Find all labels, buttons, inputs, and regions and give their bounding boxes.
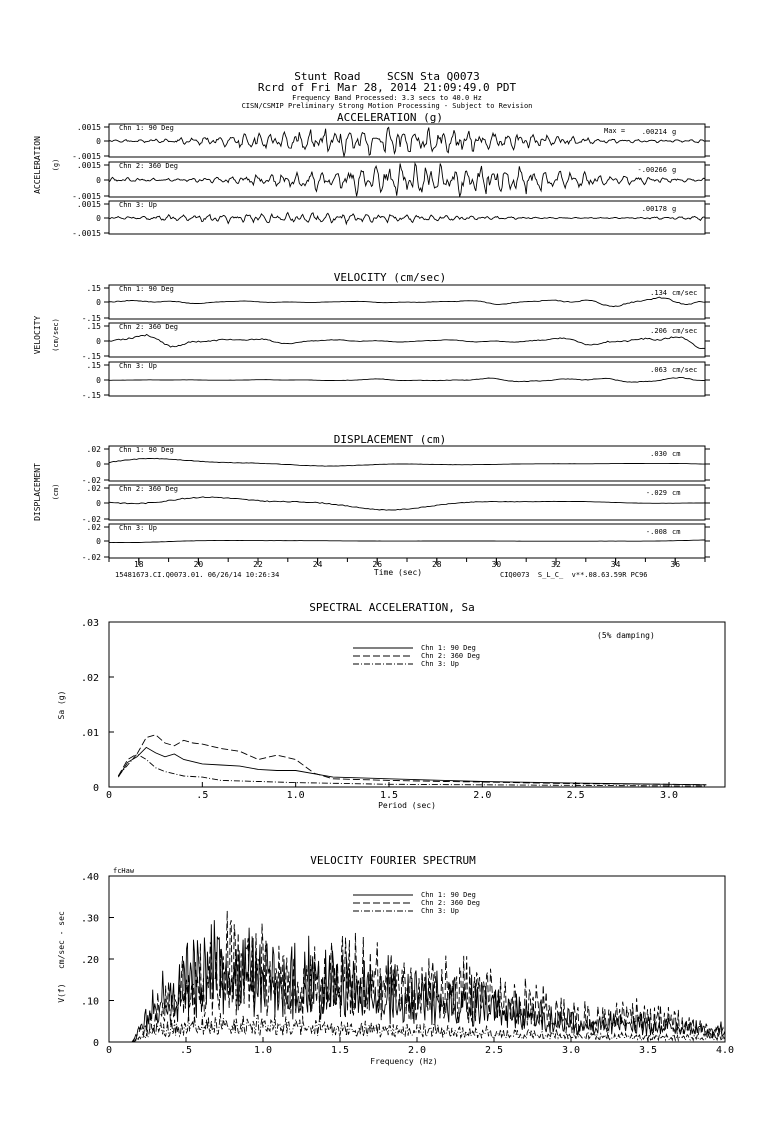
fourier-ytick-label: .10 [80, 996, 99, 1008]
chart-acc-chn2-frame [109, 162, 705, 197]
chart-disp-chn2-ytick-label: .02 [86, 484, 101, 493]
chart-vel-chn2-label: Chn 2: 360 Deg [119, 323, 179, 331]
chart-acc-chn1-peak-unit: g [672, 128, 677, 136]
chart-disp-chn2-label: Chn 2: 360 Deg [119, 485, 179, 493]
time-axis-label: Time (sec) [373, 568, 423, 577]
chart-vel-chn1-ytick-label: .15 [86, 284, 101, 293]
fourier-ytick-label: .30 [80, 913, 99, 925]
time-axis-tick-label: 24 [312, 560, 323, 569]
chart-vel-chn1-label: Chn 1: 90 Deg [119, 285, 174, 293]
chart-disp-chn2-ytick-label: -.02 [81, 515, 101, 524]
chart-acc-chn2-ytick-label: .0015 [76, 161, 101, 170]
fourier-legend [353, 891, 480, 915]
sa-ytick-label: .03 [80, 618, 99, 629]
chart-acc-chn3-ytick-label: -.0015 [72, 229, 101, 238]
record-datetime: Rcrd of Fri Mar 28, 2014 21:09:49.0 PDT [257, 81, 517, 94]
fourier-xtick-label: 4.0 [715, 1045, 735, 1056]
fourier-ytick-label: 0 [92, 1038, 99, 1049]
sa-xtick-label: 1.0 [286, 790, 305, 801]
sa-series-chn2 [118, 735, 706, 785]
chart-vel-chn3-peak-unit: cm/sec [672, 366, 698, 374]
chart-acc-chn1-ytick-label: -.0015 [72, 152, 101, 161]
time-axis-tick-label: 26 [372, 560, 383, 569]
chart-disp-chn3-ytick-label: .02 [86, 523, 101, 532]
chart-acc-chn3-peak-value: .00178 [641, 205, 667, 213]
chart-vel-chn2-ytick-label: .15 [86, 322, 101, 331]
chart-vel-chn2-peak-unit: cm/sec [672, 327, 698, 335]
frequency-band: Frequency Band Processed: 3.3 secs to 40.0 Hz [292, 94, 482, 102]
displacement-yunit: (cm) [52, 483, 60, 501]
chart-disp-chn1-label: Chn 1: 90 Deg [119, 446, 174, 454]
velocity-title: VELOCITY (cm/sec) [333, 271, 447, 284]
chart-acc-chn2-label: Chn 2: 360 Deg [119, 162, 179, 170]
acceleration-max-label: Max = [604, 127, 626, 135]
record-file-id: 15481673.CI.Q0073.01. 06/26/14 10:26:34 [115, 571, 280, 579]
chart-acc-chn2-peak-value: -.00266 [637, 166, 667, 174]
chart-vel-chn1-peak-unit: cm/sec [672, 289, 698, 297]
acceleration-title: ACCELERATION (g) [337, 111, 443, 124]
chart-vel-chn3-peak-value: .063 [650, 366, 667, 374]
processing-disclaimer: CISN/CSMIP Preliminary Strong Motion Processing - Subject to Revision [241, 102, 533, 110]
fourier-xtick-label: 3.0 [561, 1045, 581, 1056]
chart-disp-chn3-peak-unit: cm [672, 528, 681, 536]
chart-vel-chn1-ytick-label: -.15 [81, 314, 101, 323]
fourier-xtick-label: 2.0 [407, 1045, 427, 1056]
fourier-frame [109, 876, 725, 1042]
sa-xtick-label: .5 [196, 790, 209, 801]
chart-acc-chn2-peak-unit: g [672, 166, 677, 174]
chart-vel-chn2-trace [109, 334, 705, 348]
chart-acc-chn3-peak-unit: g [672, 205, 677, 213]
fourier-xlabel: Frequency (Hz) [370, 1057, 438, 1066]
sa-xtick-label: 2.5 [566, 790, 585, 801]
fourier-corner-label: fcHaw [113, 867, 135, 875]
generated-marks [72, 123, 734, 1056]
velocity-ylabel: VELOCITY [33, 315, 42, 355]
chart-disp-chn2-peak-value: -.029 [645, 489, 667, 497]
chart-acc-chn1-ytick-label: 0 [96, 137, 101, 146]
sa-ytick-label: .02 [80, 673, 99, 684]
fourier-legend-label-chn3: Chn 3: Up [421, 907, 459, 915]
sa-damping-note: (5% damping) [597, 631, 655, 640]
chart-disp-chn3-ytick-label: -.02 [81, 553, 101, 562]
chart-acc-chn3-ytick-label: .0015 [76, 200, 101, 209]
chart-disp-chn3-ytick-label: 0 [96, 537, 101, 546]
sa-xtick-label: 0 [105, 790, 113, 801]
time-axis-tick-label: 28 [431, 560, 442, 569]
sa-xtick-label: 2.0 [473, 790, 492, 801]
fourier-xtick-label: 2.5 [484, 1045, 504, 1056]
chart-disp-chn2-trace [109, 497, 705, 510]
sa-series-chn3 [118, 754, 706, 786]
chart-vel-chn2-frame [109, 323, 705, 357]
fourier-xtick-label: 1.0 [253, 1045, 273, 1056]
time-axis-tick-label: 34 [610, 560, 621, 569]
fourier-legend-label-chn1: Chn 1: 90 Deg [421, 891, 476, 899]
sa-xlabel: Period (sec) [378, 801, 436, 810]
fourier-series-chn1 [109, 920, 725, 1042]
fourier-ylabel: V(f) cm/sec - sec [57, 911, 66, 1003]
acceleration-yunit: (g) [52, 158, 60, 172]
sa-ylabel: Sa (g) [57, 690, 66, 720]
displacement-ylabel: DISPLACEMENT [33, 463, 42, 521]
processing-version: CIQ0073 S_L_C_ v**.08.63.59R PC96 [500, 571, 648, 579]
chart-vel-chn2-ytick-label: 0 [96, 337, 101, 346]
chart-acc-chn1-label: Chn 1: 90 Deg [119, 124, 174, 132]
chart-acc-chn2-ytick-label: -.0015 [72, 192, 101, 201]
fourier-xtick-label: 3.5 [638, 1045, 658, 1056]
sa-xtick-label: 1.5 [379, 790, 399, 801]
velocity-yunit: (cm/sec) [52, 318, 60, 352]
chart-disp-chn1-trace [109, 458, 705, 466]
sa-frame [109, 622, 725, 787]
acceleration-ylabel: ACCELERATION [33, 136, 42, 194]
chart-acc-chn2-ytick-label: 0 [96, 176, 101, 185]
displacement-panel [33, 433, 648, 579]
chart-disp-chn3-trace [109, 540, 705, 543]
chart-vel-chn3-frame [109, 362, 705, 396]
record-title: Stunt Road SCSN Sta Q0073 [294, 70, 480, 83]
chart-vel-chn2-ytick-label: -.15 [81, 352, 101, 361]
time-axis-tick-label: 20 [193, 560, 204, 569]
time-axis-tick-label: 36 [670, 560, 681, 569]
chart-disp-chn2-ytick-label: 0 [96, 499, 101, 508]
sa-title: SPECTRAL ACCELERATION, Sa [309, 601, 475, 614]
sa-legend-label-chn3: Chn 3: Up [421, 660, 459, 668]
displacement-title: DISPLACEMENT (cm) [333, 433, 447, 446]
sa-ytick-label: 0 [92, 783, 99, 794]
chart-vel-chn3-ytick-label: 0 [96, 376, 101, 385]
sa-xtick-label: 3.0 [659, 790, 679, 801]
sa-legend-label-chn1: Chn 1: 90 Deg [421, 644, 476, 652]
chart-vel-chn1-trace [109, 297, 705, 307]
fourier-series-chn2 [109, 911, 725, 1042]
fourier-ytick-label: .40 [80, 872, 99, 883]
chart-disp-chn1-ytick-label: -.02 [81, 476, 101, 485]
chart-disp-chn1-peak-unit: cm [672, 450, 681, 458]
sa-legend [353, 644, 480, 668]
chart-acc-chn3-ytick-label: 0 [96, 214, 101, 223]
time-axis-tick-label: 32 [551, 560, 561, 569]
fourier-xtick-label: 0 [105, 1045, 113, 1056]
time-axis-tick-label: 22 [253, 560, 263, 569]
chart-vel-chn3-ytick-label: .15 [86, 361, 101, 370]
chart-acc-chn3-label: Chn 3: Up [119, 201, 157, 209]
chart-acc-chn3-trace [109, 213, 705, 224]
fourier-title: VELOCITY FOURIER SPECTRUM [310, 854, 476, 867]
chart-acc-chn1-ytick-label: .0015 [76, 123, 101, 132]
chart-vel-chn1-peak-value: .134 [650, 289, 667, 297]
chart-disp-chn3-peak-value: -.008 [645, 528, 667, 536]
chart-disp-chn1-peak-value: .030 [650, 450, 667, 458]
chart-vel-chn1-ytick-label: 0 [96, 298, 101, 307]
time-axis-tick-label: 30 [491, 560, 502, 569]
chart-disp-chn1-ytick-label: .02 [86, 445, 101, 454]
sa-ytick-label: .01 [80, 728, 99, 739]
chart-vel-chn2-peak-value: .206 [650, 327, 667, 335]
chart-acc-chn2-trace [109, 164, 705, 197]
sa-series-chn1 [118, 747, 706, 784]
fourier-xtick-label: 1.5 [330, 1045, 350, 1056]
chart-vel-chn3-trace [109, 377, 705, 382]
chart-disp-chn3-label: Chn 3: Up [119, 524, 157, 532]
chart-disp-chn1-ytick-label: 0 [96, 460, 101, 469]
chart-acc-chn1-peak-value: .00214 [641, 128, 667, 136]
time-axis-tick-label: 18 [133, 560, 144, 569]
fourier-xtick-label: .5 [179, 1045, 193, 1056]
chart-vel-chn3-ytick-label: -.15 [81, 391, 101, 400]
chart-disp-chn2-peak-unit: cm [672, 489, 681, 497]
chart-vel-chn3-label: Chn 3: Up [119, 362, 157, 370]
sa-legend-label-chn2: Chn 2: 360 Deg [421, 652, 481, 660]
fourier-ytick-label: .20 [80, 955, 99, 966]
fourier-legend-label-chn2: Chn 2: 360 Deg [421, 899, 481, 907]
